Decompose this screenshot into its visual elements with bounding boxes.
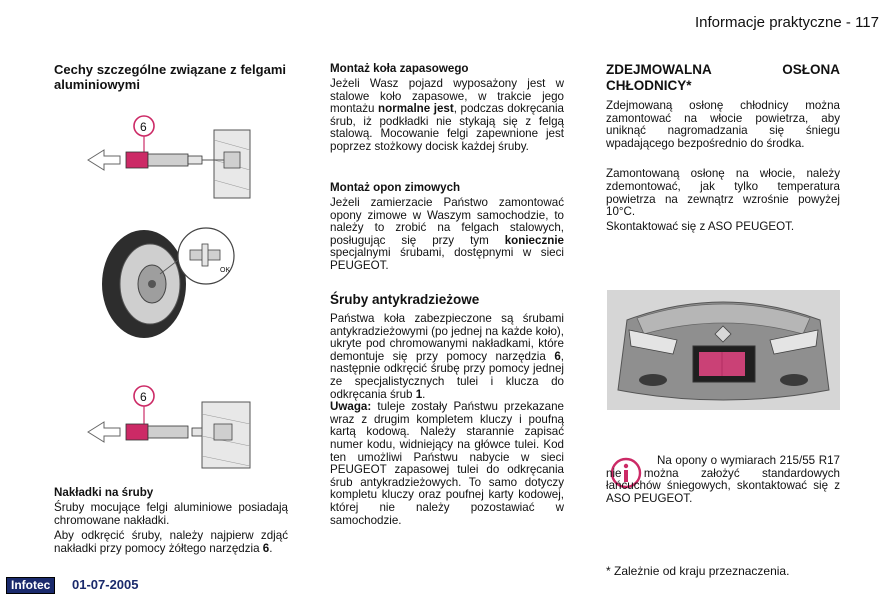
tool-body-1	[126, 152, 148, 168]
grille-cover-paragraph-2: Zamontowaną osłonę na włocie, należy zdemontować, jak tylko temperatura powietrza na zewnątrz wzrośnie powyżej 10°C.	[606, 167, 840, 219]
winter-tyres-text: Jeżeli zamierzacie Państwo zamontować opony zimowe w Waszym samochodzie, to należy to zrobić na felgach stalowych, posługując się przy tym koniecznie specjalnymi śrubami, dostępnymi w sieci PEUGEOT.	[330, 196, 564, 272]
infotec-logo: Infotec	[6, 577, 55, 594]
caps-section	[54, 486, 288, 555]
anti-theft-section	[330, 292, 564, 527]
left-foglight	[639, 374, 667, 386]
caps-paragraph-2: Aby odkręcić śruby, należy najpierw zdjąć nakładki przy pomocy żółtego narzędzia 6.	[54, 529, 288, 555]
spare-wheel-section	[330, 62, 564, 154]
header-separator: -	[841, 14, 856, 31]
anti-theft-text: Państwa koła zabezpieczone są śrubami antykradzieżowymi (po jednej na każde koło), ukryte pod chromowanymi nakładkami, które demontuje się przy pomocy narzędzia 6, następnie odkręcić śrubę przy pomocy jednej ze specjalistycznych tulei i klucza do odkręcania śrub 1.	[330, 312, 564, 401]
anti-theft-title: Śruby antykradzieżowe	[330, 292, 480, 307]
caps-paragraph-1: Śruby mocujące felgi aluminiowe posiadają chromowane nakładki.	[54, 501, 288, 527]
footnote-text: * Zależnie od kraju przeznaczenia.	[606, 564, 790, 578]
page-number: 117	[855, 14, 879, 31]
grille-cover-title: ZDEJMOWALNA OSŁONA CHŁODNICY*	[606, 62, 840, 93]
grille-cover-paragraph-1: Zdejmowaną osłonę chłodnicy można zamontować na włocie powietrza, aby uniknąć nagromadzania się śniegu wpadającego bezpośrednio do środka.	[606, 99, 840, 150]
caps-title: Nakładki na śruby	[54, 486, 154, 499]
edition-date: 01-07-2005	[72, 577, 139, 592]
cap-removal-figure-2	[80, 384, 260, 474]
tool-body-2	[126, 424, 148, 440]
grille-cover-section	[606, 62, 840, 233]
ok-label: OK	[220, 267, 231, 274]
grille-cover-paragraph-3: Skontaktować się z ASO PEUGEOT.	[606, 219, 795, 233]
tyre-chain-note	[606, 455, 840, 505]
tool-label-6-a: 6	[140, 120, 147, 134]
cap-removal-figure-1	[80, 112, 260, 202]
wheel-figure	[94, 226, 270, 338]
anti-theft-note: Uwaga: tuleje zostały Państwu przekazane wraz z drugim kompletem kluczy i poufną kartą kodową. Należy starannie zapisać numer kodu, widniejący na główce tulei. Kod ten umożliwi Państwu nabycie w sieci PEUGEOT zapasowej tulei do odkręcania śrub antykradzieżowych. To samo dotyczy kompletu kluczy oraz poufnej karty kodowej, której nie należy pozostawiać w samochodzie.	[330, 400, 564, 527]
car-front-figure	[607, 290, 840, 410]
spare-wheel-text: Jeżeli Wasz pojazd wyposażony jest w stalowe koło zapasowe, w trakcie jego montażu normalne jest, podczas dokręcania śrub, iż podkładki nie stykają się z felgą stalową. Mocowanie felgi zapewnione jest poprzez stożkowy docisk każdej śruby.	[330, 77, 564, 153]
tool-label-6-b: 6	[140, 390, 147, 404]
header-section: Informacje praktyczne	[695, 14, 842, 31]
arrow-left-icon-2	[88, 422, 120, 442]
page-header	[695, 14, 879, 31]
left-title-block	[54, 62, 286, 92]
arrow-left-icon-1	[88, 150, 120, 170]
tyre-chain-note-text: Na opony o wymiarach 215/55 R17 nie można założyć standardowych łańcuchów śniegowych, skontaktować się z ASO PEUGEOT.	[606, 454, 840, 505]
winter-tyres-title: Montaż opon zimowych	[330, 181, 461, 194]
winter-tyres-section	[330, 181, 564, 273]
alloy-wheels-title: Cechy szczególne związane z felgami aluminiowymi	[54, 62, 286, 92]
right-foglight	[780, 374, 808, 386]
spare-wheel-title: Montaż koła zapasowego	[330, 62, 469, 75]
footnote	[606, 565, 840, 578]
